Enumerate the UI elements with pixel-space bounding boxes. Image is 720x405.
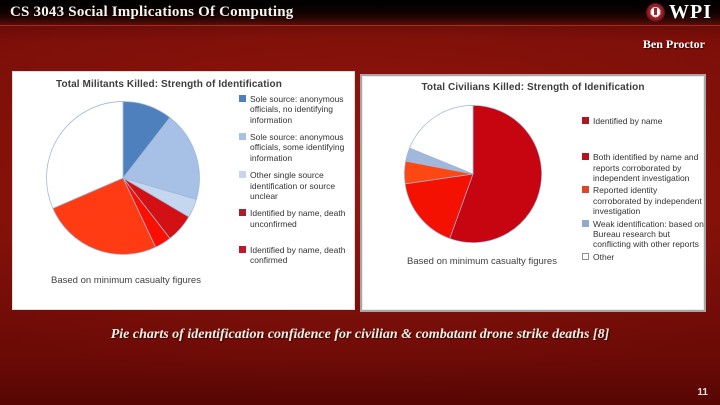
legend-swatch-icon [582, 253, 589, 260]
legend-item [582, 252, 706, 262]
wpi-logo-text: WPI [669, 1, 712, 23]
chart-note-civilians: Based on minimum casualty figures [407, 256, 557, 267]
chart-panel-militants [12, 71, 355, 310]
legend-label: Other single source identification or source unclear [250, 170, 336, 201]
page-number: 11 [697, 387, 708, 398]
legend-swatch-icon [582, 117, 589, 124]
legend-label: Sole source: anonymous officials, no identifying information [250, 94, 344, 125]
legend-label: Identified by name [593, 116, 663, 126]
legend-swatch-icon [239, 95, 246, 102]
legend-item [582, 219, 706, 250]
legend-swatch-icon [239, 133, 246, 140]
chart-legend-militants [239, 94, 357, 273]
legend-item [582, 116, 706, 126]
legend-label: Weak identification: based on Bureau research but conflicting with other reports [593, 218, 704, 250]
wpi-logo [646, 1, 712, 24]
legend-label: Both identified by name and reports corroborated by independent investigation [593, 152, 699, 184]
legend-swatch-icon [239, 171, 246, 178]
chart-title-civilians: Total Civilians Killed: Strength of Idenification [421, 82, 645, 93]
legend-label: Identified by name, death unconfirmed [250, 208, 346, 229]
legend-item [239, 132, 357, 163]
course-title: CS 3043 Social Implications Of Computing [10, 4, 294, 20]
pie-chart-militants [45, 100, 201, 256]
legend-item [239, 208, 357, 229]
pie-chart-civilians [403, 104, 543, 244]
legend-swatch-icon [582, 220, 589, 227]
legend-label: Sole source: anonymous officials, some identifying information [250, 132, 345, 163]
legend-item [239, 170, 357, 201]
chart-panel-civilians [360, 74, 706, 312]
chart-legend-civilians [582, 116, 706, 264]
legend-swatch-icon [582, 186, 589, 193]
header-bar [0, 0, 720, 25]
wpi-seal-icon [646, 3, 665, 22]
chart-note-militants: Based on minimum casualty figures [51, 275, 201, 286]
author-name: Ben Proctor [642, 37, 705, 51]
slide-caption: Pie charts of identification confidence for civilian & combatant drone strike deaths [8] [110, 327, 610, 342]
legend-swatch-icon [239, 209, 246, 216]
chart-title-militants: Total Militants Killed: Strength of Identification [56, 79, 282, 90]
legend-swatch-icon [239, 246, 246, 253]
legend-swatch-icon [582, 153, 589, 160]
legend-item [239, 94, 357, 125]
legend-item [582, 152, 706, 183]
legend-item [582, 185, 706, 216]
legend-label: Identified by name, death confirmed [250, 244, 346, 266]
legend-item [239, 245, 357, 266]
legend-label: Reported identity corroborated by independent investigation [593, 185, 702, 217]
legend-label: Other [593, 251, 615, 262]
